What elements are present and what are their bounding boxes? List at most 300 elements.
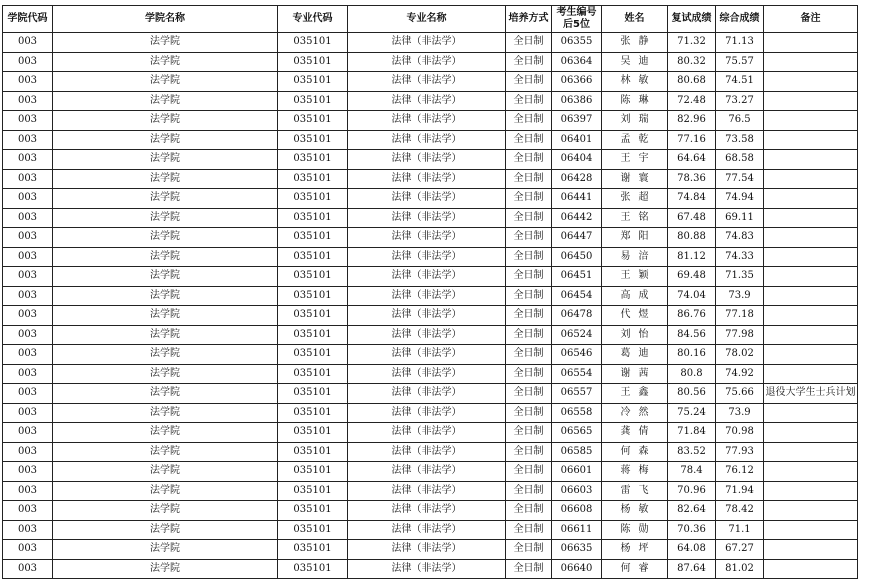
cell-name <box>602 33 668 53</box>
cell-total-score: 77.98 <box>716 325 764 345</box>
cell-total-score: 73.9 <box>716 286 764 306</box>
name-last-char: 怡 <box>638 328 649 340</box>
cell-retest-score: 82.96 <box>668 111 716 131</box>
cell-college-code: 003 <box>3 189 53 209</box>
cell-college-name: 法学院 <box>53 91 278 111</box>
table-body <box>3 33 858 579</box>
header-exam-no: 考生编号后5位 <box>552 6 602 33</box>
cell-exam-no: 06450 <box>552 247 602 267</box>
cell-exam-no: 06585 <box>552 442 602 462</box>
table-row <box>3 345 858 365</box>
cell-total-score: 76.12 <box>716 462 764 482</box>
name-last-char: 乾 <box>638 133 649 145</box>
cell-major-code: 035101 <box>278 267 348 287</box>
cell-major-name: 法律（非法学） <box>348 208 506 228</box>
cell-remarks <box>764 72 858 92</box>
cell-major-name: 法律（非法学） <box>348 169 506 189</box>
cell-exam-no: 06557 <box>552 384 602 404</box>
cell-remarks <box>764 325 858 345</box>
cell-major-code: 035101 <box>278 208 348 228</box>
cell-total-score: 67.27 <box>716 540 764 560</box>
cell-study-mode: 全日制 <box>506 130 552 150</box>
name-first-char: 何 <box>620 445 631 457</box>
cell-major-code: 035101 <box>278 286 348 306</box>
cell-college-name: 法学院 <box>53 247 278 267</box>
cell-name <box>602 91 668 111</box>
cell-remarks <box>764 462 858 482</box>
cell-college-name: 法学院 <box>53 559 278 579</box>
cell-major-name: 法律（非法学） <box>348 540 506 560</box>
name-first-char: 冷 <box>620 406 631 418</box>
name-redaction-mask <box>631 386 639 400</box>
name-first-char: 何 <box>620 562 631 574</box>
cell-retest-score: 74.84 <box>668 189 716 209</box>
cell-retest-score: 80.16 <box>668 345 716 365</box>
cell-major-code: 035101 <box>278 52 348 72</box>
cell-college-code: 003 <box>3 501 53 521</box>
header-remarks: 备注 <box>764 6 858 33</box>
cell-exam-no: 06401 <box>552 130 602 150</box>
cell-total-score: 73.9 <box>716 403 764 423</box>
cell-major-name: 法律（非法学） <box>348 345 506 365</box>
cell-college-code: 003 <box>3 306 53 326</box>
table-row <box>3 91 858 111</box>
cell-exam-no: 06441 <box>552 189 602 209</box>
table-row <box>3 501 858 521</box>
cell-remarks: 退役大学生士兵计划 <box>764 384 858 404</box>
cell-retest-score: 83.52 <box>668 442 716 462</box>
cell-exam-no: 06366 <box>552 72 602 92</box>
name-first-char: 谢 <box>620 367 631 379</box>
header-total-score: 综合成绩 <box>716 6 764 33</box>
name-last-char: 坪 <box>638 543 649 555</box>
cell-college-name: 法学院 <box>53 306 278 326</box>
cell-major-name: 法律（非法学） <box>348 384 506 404</box>
name-redaction-mask <box>631 269 639 283</box>
cell-college-code: 003 <box>3 481 53 501</box>
name-first-char: 王 <box>620 153 631 165</box>
table-row <box>3 267 858 287</box>
cell-study-mode: 全日制 <box>506 111 552 131</box>
name-first-char: 杨 <box>620 543 631 555</box>
cell-name <box>602 72 668 92</box>
cell-name <box>602 247 668 267</box>
cell-major-code: 035101 <box>278 169 348 189</box>
name-last-char: 梅 <box>638 465 649 477</box>
cell-total-score: 74.83 <box>716 228 764 248</box>
cell-college-name: 法学院 <box>53 150 278 170</box>
name-redaction-mask <box>631 308 639 322</box>
cell-retest-score: 80.32 <box>668 52 716 72</box>
name-first-char: 葛 <box>620 348 631 360</box>
cell-remarks <box>764 208 858 228</box>
cell-name <box>602 442 668 462</box>
cell-total-score: 69.11 <box>716 208 764 228</box>
cell-college-code: 003 <box>3 150 53 170</box>
cell-major-code: 035101 <box>278 559 348 579</box>
cell-major-code: 035101 <box>278 111 348 131</box>
cell-name <box>602 306 668 326</box>
name-redaction-mask <box>631 152 639 166</box>
cell-major-name: 法律（非法学） <box>348 189 506 209</box>
cell-major-code: 035101 <box>278 442 348 462</box>
cell-remarks <box>764 111 858 131</box>
table-row <box>3 286 858 306</box>
cell-college-name: 法学院 <box>53 345 278 365</box>
cell-retest-score: 70.96 <box>668 481 716 501</box>
cell-major-name: 法律（非法学） <box>348 130 506 150</box>
cell-remarks <box>764 33 858 53</box>
cell-total-score: 77.93 <box>716 442 764 462</box>
name-last-char: 倩 <box>638 426 649 438</box>
cell-total-score: 78.42 <box>716 501 764 521</box>
name-last-char: 茜 <box>638 367 649 379</box>
cell-college-name: 法学院 <box>53 228 278 248</box>
cell-major-name: 法律（非法学） <box>348 267 506 287</box>
name-redaction-mask <box>631 249 639 263</box>
cell-college-code: 003 <box>3 540 53 560</box>
name-last-char: 寰 <box>638 172 649 184</box>
cell-major-name: 法律（非法学） <box>348 364 506 384</box>
table-row <box>3 520 858 540</box>
cell-study-mode: 全日制 <box>506 325 552 345</box>
cell-remarks <box>764 423 858 443</box>
cell-study-mode: 全日制 <box>506 520 552 540</box>
name-first-char: 龚 <box>620 426 631 438</box>
name-redaction-mask <box>631 35 639 49</box>
cell-remarks <box>764 267 858 287</box>
cell-major-name: 法律（非法学） <box>348 423 506 443</box>
cell-remarks <box>764 247 858 267</box>
cell-exam-no: 06364 <box>552 52 602 72</box>
cell-college-code: 003 <box>3 33 53 53</box>
name-redaction-mask <box>631 54 639 68</box>
cell-college-name: 法学院 <box>53 52 278 72</box>
cell-exam-no: 06554 <box>552 364 602 384</box>
cell-college-name: 法学院 <box>53 325 278 345</box>
cell-college-code: 003 <box>3 384 53 404</box>
name-redaction-mask <box>631 288 639 302</box>
cell-exam-no: 06640 <box>552 559 602 579</box>
cell-college-name: 法学院 <box>53 267 278 287</box>
cell-name <box>602 403 668 423</box>
name-redaction-mask <box>631 464 639 478</box>
cell-college-code: 003 <box>3 72 53 92</box>
cell-remarks <box>764 364 858 384</box>
cell-college-name: 法学院 <box>53 169 278 189</box>
cell-remarks <box>764 228 858 248</box>
cell-college-name: 法学院 <box>53 540 278 560</box>
cell-college-name: 法学院 <box>53 286 278 306</box>
cell-name <box>602 169 668 189</box>
name-redaction-mask <box>631 561 639 575</box>
cell-exam-no: 06546 <box>552 345 602 365</box>
cell-college-code: 003 <box>3 267 53 287</box>
cell-college-name: 法学院 <box>53 33 278 53</box>
table-row <box>3 462 858 482</box>
cell-retest-score: 71.32 <box>668 33 716 53</box>
cell-exam-no: 06454 <box>552 286 602 306</box>
cell-retest-score: 64.64 <box>668 150 716 170</box>
cell-exam-no: 06478 <box>552 306 602 326</box>
table-row <box>3 364 858 384</box>
cell-name <box>602 520 668 540</box>
cell-major-code: 035101 <box>278 306 348 326</box>
cell-retest-score: 64.08 <box>668 540 716 560</box>
table-row <box>3 306 858 326</box>
cell-remarks <box>764 169 858 189</box>
cell-college-code: 003 <box>3 130 53 150</box>
cell-major-code: 035101 <box>278 364 348 384</box>
cell-retest-score: 71.84 <box>668 423 716 443</box>
cell-remarks <box>764 559 858 579</box>
cell-name <box>602 325 668 345</box>
cell-study-mode: 全日制 <box>506 481 552 501</box>
cell-exam-no: 06603 <box>552 481 602 501</box>
cell-name <box>602 345 668 365</box>
name-first-char: 王 <box>620 387 631 399</box>
table-row <box>3 130 858 150</box>
name-first-char: 王 <box>620 211 631 223</box>
cell-retest-score: 80.56 <box>668 384 716 404</box>
cell-study-mode: 全日制 <box>506 384 552 404</box>
cell-remarks <box>764 52 858 72</box>
cell-retest-score: 80.68 <box>668 72 716 92</box>
name-redaction-mask <box>631 171 639 185</box>
name-last-char: 涪 <box>638 250 649 262</box>
name-first-char: 陈 <box>620 94 631 106</box>
cell-retest-score: 82.64 <box>668 501 716 521</box>
cell-study-mode: 全日制 <box>506 345 552 365</box>
name-first-char: 雷 <box>620 484 631 496</box>
cell-retest-score: 87.64 <box>668 559 716 579</box>
cell-college-code: 003 <box>3 442 53 462</box>
cell-major-code: 035101 <box>278 540 348 560</box>
table-row <box>3 189 858 209</box>
cell-total-score: 71.94 <box>716 481 764 501</box>
name-first-char: 陈 <box>620 523 631 535</box>
table-row <box>3 52 858 72</box>
cell-major-code: 035101 <box>278 520 348 540</box>
name-last-char: 琳 <box>638 94 649 106</box>
cell-major-name: 法律（非法学） <box>348 286 506 306</box>
cell-college-name: 法学院 <box>53 403 278 423</box>
cell-remarks <box>764 520 858 540</box>
cell-exam-no: 06611 <box>552 520 602 540</box>
name-redaction-mask <box>631 366 639 380</box>
cell-total-score: 73.58 <box>716 130 764 150</box>
cell-major-name: 法律（非法学） <box>348 72 506 92</box>
name-first-char: 王 <box>620 270 631 282</box>
name-first-char: 孟 <box>620 133 631 145</box>
table-row <box>3 423 858 443</box>
cell-major-code: 035101 <box>278 189 348 209</box>
cell-major-name: 法律（非法学） <box>348 442 506 462</box>
cell-total-score: 68.58 <box>716 150 764 170</box>
cell-retest-score: 74.04 <box>668 286 716 306</box>
cell-major-code: 035101 <box>278 481 348 501</box>
cell-exam-no: 06524 <box>552 325 602 345</box>
name-first-char: 吴 <box>620 55 631 67</box>
name-redaction-mask <box>631 93 639 107</box>
cell-college-name: 法学院 <box>53 481 278 501</box>
table-row <box>3 208 858 228</box>
table-row <box>3 72 858 92</box>
name-first-char: 蒋 <box>620 465 631 477</box>
cell-major-name: 法律（非法学） <box>348 33 506 53</box>
name-last-char: 敏 <box>638 504 649 516</box>
name-last-char: 勋 <box>638 523 649 535</box>
cell-college-code: 003 <box>3 169 53 189</box>
admission-score-table <box>2 5 858 579</box>
cell-college-code: 003 <box>3 462 53 482</box>
name-redaction-mask <box>631 483 639 497</box>
cell-study-mode: 全日制 <box>506 169 552 189</box>
cell-retest-score: 84.56 <box>668 325 716 345</box>
table-row <box>3 111 858 131</box>
name-last-char: 森 <box>638 445 649 457</box>
cell-major-code: 035101 <box>278 228 348 248</box>
cell-retest-score: 75.24 <box>668 403 716 423</box>
cell-study-mode: 全日制 <box>506 540 552 560</box>
cell-exam-no: 06635 <box>552 540 602 560</box>
cell-total-score: 71.13 <box>716 33 764 53</box>
cell-remarks <box>764 286 858 306</box>
cell-major-code: 035101 <box>278 423 348 443</box>
name-last-char: 颖 <box>638 270 649 282</box>
name-first-char: 刘 <box>620 328 631 340</box>
cell-major-name: 法律（非法学） <box>348 559 506 579</box>
cell-exam-no: 06451 <box>552 267 602 287</box>
table-row <box>3 325 858 345</box>
cell-exam-no: 06428 <box>552 169 602 189</box>
table-header <box>3 6 858 33</box>
cell-remarks <box>764 150 858 170</box>
cell-name <box>602 501 668 521</box>
cell-total-score: 75.57 <box>716 52 764 72</box>
cell-total-score: 81.02 <box>716 559 764 579</box>
cell-college-name: 法学院 <box>53 384 278 404</box>
cell-major-code: 035101 <box>278 91 348 111</box>
name-redaction-mask <box>631 347 639 361</box>
cell-name <box>602 111 668 131</box>
table-row <box>3 384 858 404</box>
cell-total-score: 75.66 <box>716 384 764 404</box>
cell-major-name: 法律（非法学） <box>348 520 506 540</box>
cell-major-code: 035101 <box>278 384 348 404</box>
cell-college-code: 003 <box>3 403 53 423</box>
cell-retest-score: 69.48 <box>668 267 716 287</box>
cell-college-code: 003 <box>3 520 53 540</box>
cell-major-name: 法律（非法学） <box>348 150 506 170</box>
header-row <box>3 6 858 33</box>
table-row <box>3 150 858 170</box>
table-row <box>3 247 858 267</box>
name-first-char: 张 <box>620 192 631 204</box>
cell-college-name: 法学院 <box>53 208 278 228</box>
cell-remarks <box>764 481 858 501</box>
cell-retest-score: 80.88 <box>668 228 716 248</box>
cell-major-code: 035101 <box>278 130 348 150</box>
cell-study-mode: 全日制 <box>506 442 552 462</box>
cell-study-mode: 全日制 <box>506 267 552 287</box>
cell-major-name: 法律（非法学） <box>348 501 506 521</box>
cell-exam-no: 06558 <box>552 403 602 423</box>
cell-college-name: 法学院 <box>53 462 278 482</box>
cell-study-mode: 全日制 <box>506 423 552 443</box>
cell-study-mode: 全日制 <box>506 208 552 228</box>
cell-retest-score: 78.36 <box>668 169 716 189</box>
header-major-name: 专业名称 <box>348 6 506 33</box>
name-first-char: 高 <box>620 289 631 301</box>
cell-total-score: 77.54 <box>716 169 764 189</box>
table-row <box>3 442 858 462</box>
cell-total-score: 76.5 <box>716 111 764 131</box>
header-college-name: 学院名称 <box>53 6 278 33</box>
cell-college-name: 法学院 <box>53 364 278 384</box>
cell-college-name: 法学院 <box>53 111 278 131</box>
cell-exam-no: 06442 <box>552 208 602 228</box>
name-last-char: 迪 <box>638 348 649 360</box>
cell-study-mode: 全日制 <box>506 91 552 111</box>
cell-major-name: 法律（非法学） <box>348 247 506 267</box>
header-college-code: 学院代码 <box>3 6 53 33</box>
cell-major-code: 035101 <box>278 403 348 423</box>
cell-name <box>602 189 668 209</box>
cell-college-name: 法学院 <box>53 189 278 209</box>
cell-remarks <box>764 306 858 326</box>
cell-major-code: 035101 <box>278 325 348 345</box>
name-redaction-mask <box>631 405 639 419</box>
cell-exam-no: 06608 <box>552 501 602 521</box>
cell-study-mode: 全日制 <box>506 247 552 267</box>
name-last-char: 静 <box>638 36 649 48</box>
cell-study-mode: 全日制 <box>506 33 552 53</box>
cell-exam-no: 06355 <box>552 33 602 53</box>
cell-exam-no: 06386 <box>552 91 602 111</box>
cell-name <box>602 286 668 306</box>
cell-major-name: 法律（非法学） <box>348 111 506 131</box>
cell-college-name: 法学院 <box>53 520 278 540</box>
name-redaction-mask <box>631 132 639 146</box>
name-redaction-mask <box>631 113 639 127</box>
cell-major-name: 法律（非法学） <box>348 52 506 72</box>
name-first-char: 代 <box>620 309 631 321</box>
cell-retest-score: 67.48 <box>668 208 716 228</box>
name-last-char: 成 <box>638 289 649 301</box>
cell-study-mode: 全日制 <box>506 52 552 72</box>
cell-exam-no: 06601 <box>552 462 602 482</box>
cell-name <box>602 462 668 482</box>
cell-major-name: 法律（非法学） <box>348 306 506 326</box>
cell-name <box>602 364 668 384</box>
table-row <box>3 481 858 501</box>
cell-study-mode: 全日制 <box>506 286 552 306</box>
cell-college-code: 003 <box>3 208 53 228</box>
cell-major-code: 035101 <box>278 345 348 365</box>
cell-major-name: 法律（非法学） <box>348 462 506 482</box>
cell-major-name: 法律（非法学） <box>348 228 506 248</box>
cell-major-code: 035101 <box>278 462 348 482</box>
cell-college-code: 003 <box>3 247 53 267</box>
name-last-char: 迪 <box>638 55 649 67</box>
name-first-char: 张 <box>620 36 631 48</box>
name-last-char: 敏 <box>638 75 649 87</box>
cell-remarks <box>764 91 858 111</box>
name-redaction-mask <box>631 522 639 536</box>
cell-study-mode: 全日制 <box>506 306 552 326</box>
cell-exam-no: 06565 <box>552 423 602 443</box>
